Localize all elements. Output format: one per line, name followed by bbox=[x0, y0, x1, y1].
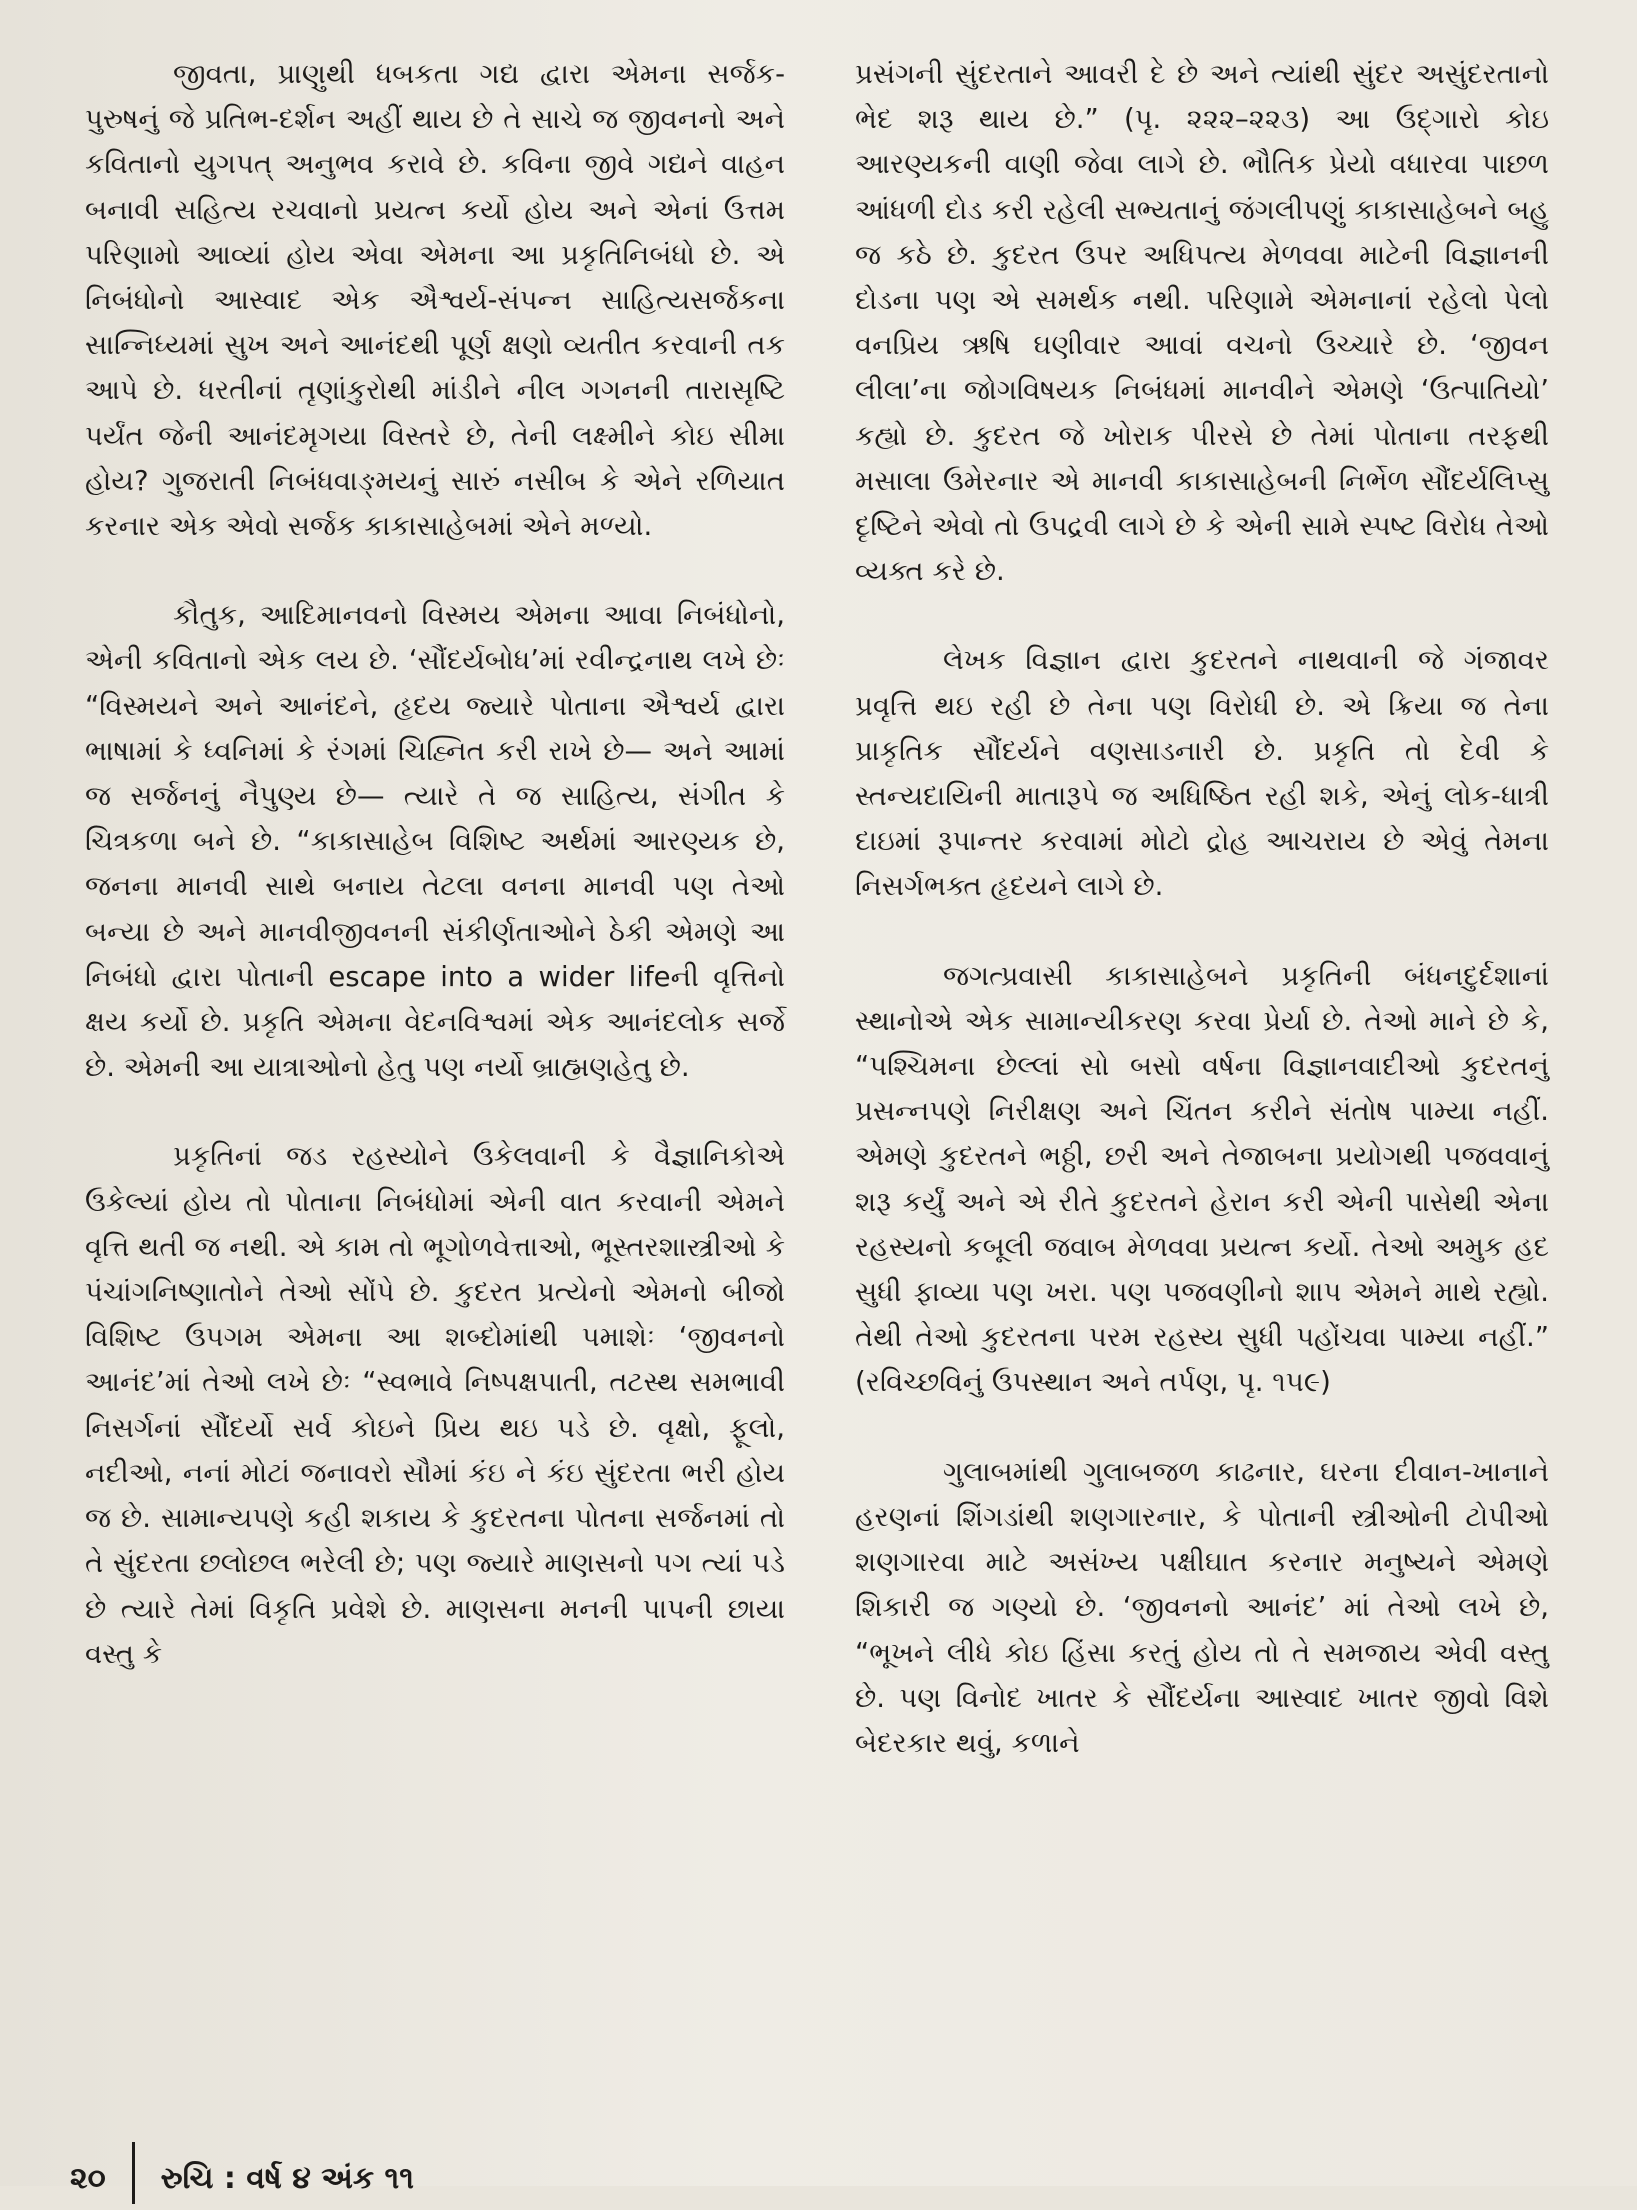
right-column bbox=[855, 52, 1549, 1810]
left-column bbox=[85, 52, 785, 1721]
paragraph: પ્રકૃતિનાં જડ રહસ્યોને ઉકેલવાની કે વૈજ્ઞાનિકોએ ઉકેલ્યાં હોય તો પોતાના નિબંધોમાં એની વાત કરવાની એમને વૃત્તિ થતી જ નથી. એ કામ તો ભૂગોળવેત્તાઓ, ભૂસ્તરશાસ્ત્રીઓ કે પંચાંગનિષ્ણાતોને તેઓ સોંપે છે. કુદરત પ્રત્યેનો એમનો બીજો વિશિષ્ટ ઉપગમ એમના આ શબ્દોમાંથી પમાશેઃ ‘જીવનનો આનંદ’માં તેઓ લખે છેઃ “સ્વભાવે નિષ્પક્ષપાતી, તટસ્થ સમભાવી નિસર્ગનાં સૌંદર્યો સર્વ કોઇને પ્રિય થઇ પડે છે. વૃક્ષો, ફૂલો, નદીઓ, નનાં મોટાં જનાવરો સૌમાં કંઇ ને કંઇ સુંદરતા ભરી હોય જ છે. સામાન્યપણે કહી શકાય કે કુદરતના પોતના સર્જનમાં તો તે સુંદરતા છલોછલ ભરેલી છે; પણ જ્યારે માણસનો પગ ત્યાં પડે છે ત્યારે તેમાં વિકૃતિ પ્રવેશે છે. માણસના મનની પાપની છાયા વસ્તુ કે bbox=[85, 1140, 785, 1670]
paragraph: લેખક વિજ્ઞાન દ્વારા કુદરતને નાથવાની જે ગંજાવર પ્રવૃત્તિ થઇ રહી છે તેના પણ વિરોધી છે. એ ક્રિયા જ તેના પ્રાકૃતિક સૌંદર્યને વણસાડનારી છે. પ્રકૃતિ તો દેવી કે સ્તન્યદાયિની માતારૂપે જ અધિષ્ઠિત રહી શકે, એનું લોક-ધાત્રી દાઇમાં રૂપાન્તર કરવામાં મોટો દ્રોહ આચરાય છે એવું તેમના નિસર્ગભક્ત હૃદયને લાગે છે. bbox=[855, 644, 1549, 903]
paragraph: જીવતા, પ્રાણુથી ધબકતા ગદ્ય દ્વારા એમના સર્જક-પુરુષનું જે પ્રતિભ-દર્શન અહીં થાય છે તે સાચે જ જીવનનો અને કવિતાનો યુગપત્ અનુભવ કરાવે છે. કવિના જીવે ગદ્યને વાહન બનાવી સહિત્ય રચવાનો પ્રયત્ન કર્યો હોય અને એનાં ઉત્તમ પરિણામો આવ્યાં હોય એવા એમના આ પ્રકૃતિનિબંધો છે. એ નિબંધોનો આસ્વાદ એક ઐશ્વર્ય-સંપન્ન સાહિત્યસર્જકના સાન્નિધ્યમાં સુખ અને આનંદથી પૂર્ણ ક્ષણો વ્યતીત કરવાની તક આપે છે. ધરતીનાં તૃણાંકુરોથી માંડીને નીલ ગગનની તારાસૃષ્ટિ પર્યંત જેની આનંદમૃગયા વિસ્તરે છે, તેની લક્ષ્મીને કોઇ સીમા હોય? ગુજરાતી નિબંધવાઙ્મયનું સારું નસીબ કે એને રળિયાત કરનાર એક એવો સર્જક કાકાસાહેબમાં એને મળ્યો. bbox=[85, 58, 785, 543]
footer-divider bbox=[132, 2142, 135, 2204]
paragraph: જગત્પ્રવાસી કાકાસાહેબને પ્રકૃતિની બંધનદુર્દશાનાં સ્થાનોએ એક સામાન્યીકરણ કરવા પ્રેર્યા છે. તેઓ માને છે કે, “પશ્ચિમના છેલ્લાં સો બસો વર્ષના વિજ્ઞાનવાદીઓ કુદરતનું પ્રસન્નપણે નિરીક્ષણ અને ચિંતન કરીને સંતોષ પામ્યા નહીં. એમણે કુદરતને ભઠ્ઠી, છરી અને તેજાબના પ્રયોગથી પજવવાનું શરૂ કર્યું અને એ રીતે કુદરતને હેરાન કરી એની પાસેથી એના રહસ્યનો કબૂલી જવાબ મેળવવા પ્રયત્ન કર્યો. તેઓ અમુક હદ સુધી ફાવ્યા પણ ખરા. પણ પજવણીનો શાપ એમને માથે રહ્યો. તેથી તેઓ કુદરતના પરમ રહસ્ય સુધી પહોંચવા પામ્યા નહીં.” (રવિચ્છવિનું ઉપસ્થાન અને તર્પણ, પૃ. ૧૫૯) bbox=[855, 959, 1549, 1399]
journal-issue: રુચિ : વર્ષ ૪ અંક ૧૧ bbox=[160, 2161, 414, 2196]
paragraph-continued: પ્રસંગની સુંદરતાને આવરી દે છે અને ત્યાંથી સુંદર અસુંદરતાનો ભેદ શરૂ થાય છે.” (પૃ. ૨૨૨–૨૨૩) આ ઉદ્‌ગારો કોઇ આરણ્યકની વાણી જેવા લાગે છે. ભૌતિક પ્રેયો વધારવા પાછળ આંધળી દોડ કરી રહેલી સભ્યતાનું જંગલીપણું કાકાસાહેબને બહુ જ કઠે છે. કુદરત ઉપર અધિપત્ય મેળવવા માટેની વિજ્ઞાનની દોડના પણ એ સમર્થક નથી. પરિણામે એમનાનાં રહેલો પેલો વનપ્રિય ઋષિ ઘણીવાર આવાં વચનો ઉચ્ચારે છે. ‘જીવન લીલા’ના જોગવિષયક નિબંધમાં માનવીને એમણે ‘ઉત્પાતિયો’ કહ્યો છે. કુદરત જે ખોરાક પીરસે છે તેમાં પોતાના તરફથી મસાલા ઉમેરનાર એ માનવી કાકાસાહેબની નિર્ભેળ સૌંદર્યલિપ્સુ દૃષ્ટિને એવો તો ઉપદ્રવી લાગે છે કે એની સામે સ્પષ્ટ વિરોધ તેઓ વ્યક્ત કરે છે. bbox=[855, 58, 1549, 588]
paragraph: ગુલાબમાંથી ગુલાબજળ કાઢનાર, ઘરના દીવાન-ખાનાને હરણનાં શિંગડાંથી શણગારનાર, કે પોતાની સ્ત્રીઓની ટોપીઓ શણગારવા માટે અસંખ્ય પક્ષીઘાત કરનાર મનુષ્યને એમણે શિકારી જ ગણ્યો છે. ‘જીવનનો આનંદ’ માં તેઓ લખે છે, “ભૂખને લીધે કોઇ હિંસા કરતું હોય તો તે સમજાય એવી વસ્તુ છે. પણ વિનોદ ખાતર કે સૌંદર્યના આસ્વાદ ખાતર જીવો વિશે બેદરકાર થવું, કળાને bbox=[855, 1455, 1549, 1759]
page-footer bbox=[70, 2148, 414, 2210]
page-number: ૨૦ bbox=[70, 2161, 106, 2196]
paragraph: કૌતુક, આદિમાનવનો વિસ્મય એમના આવા નિબંધોનો, એની કવિતાનો એક લય છે. ‘સૌંદર્યબોધ’માં રવીન્દ્રનાથ લખે છેઃ “વિસ્મયને અને આનંદને, હૃદય જ્યારે પોતાના ઐશ્વર્ય દ્વારા ભાષામાં કે ધ્વનિમાં કે રંગમાં ચિહ્નિત કરી રાખે છે— અને આમાં જ સર્જનનું નૈપુણ્ય છે— ત્યારે તે જ સાહિત્ય, સંગીત કે ચિત્રકળા બને છે. “કાકાસાહેબ વિશિષ્ટ અર્થમાં આરણ્યક છે, જનના માનવી સાથે બનાય તેટલા વનના માનવી પણ તેઓ બન્યા છે અને માનવીજીવનની સંકીર્ણતાઓને ઠેકી એમણે આ નિબંધો દ્વારા પોતાની escape into a wider lifeની વૃત્તિનો ક્ષય કર્યો છે. પ્રકૃતિ એમના વેદનવિશ્વમાં એક આનંદલોક સર્જે છે. એમની આ યાત્રાઓનો હેતુ પણ નર્યો બ્રાહ્મણહેતુ છે. bbox=[85, 599, 785, 1084]
